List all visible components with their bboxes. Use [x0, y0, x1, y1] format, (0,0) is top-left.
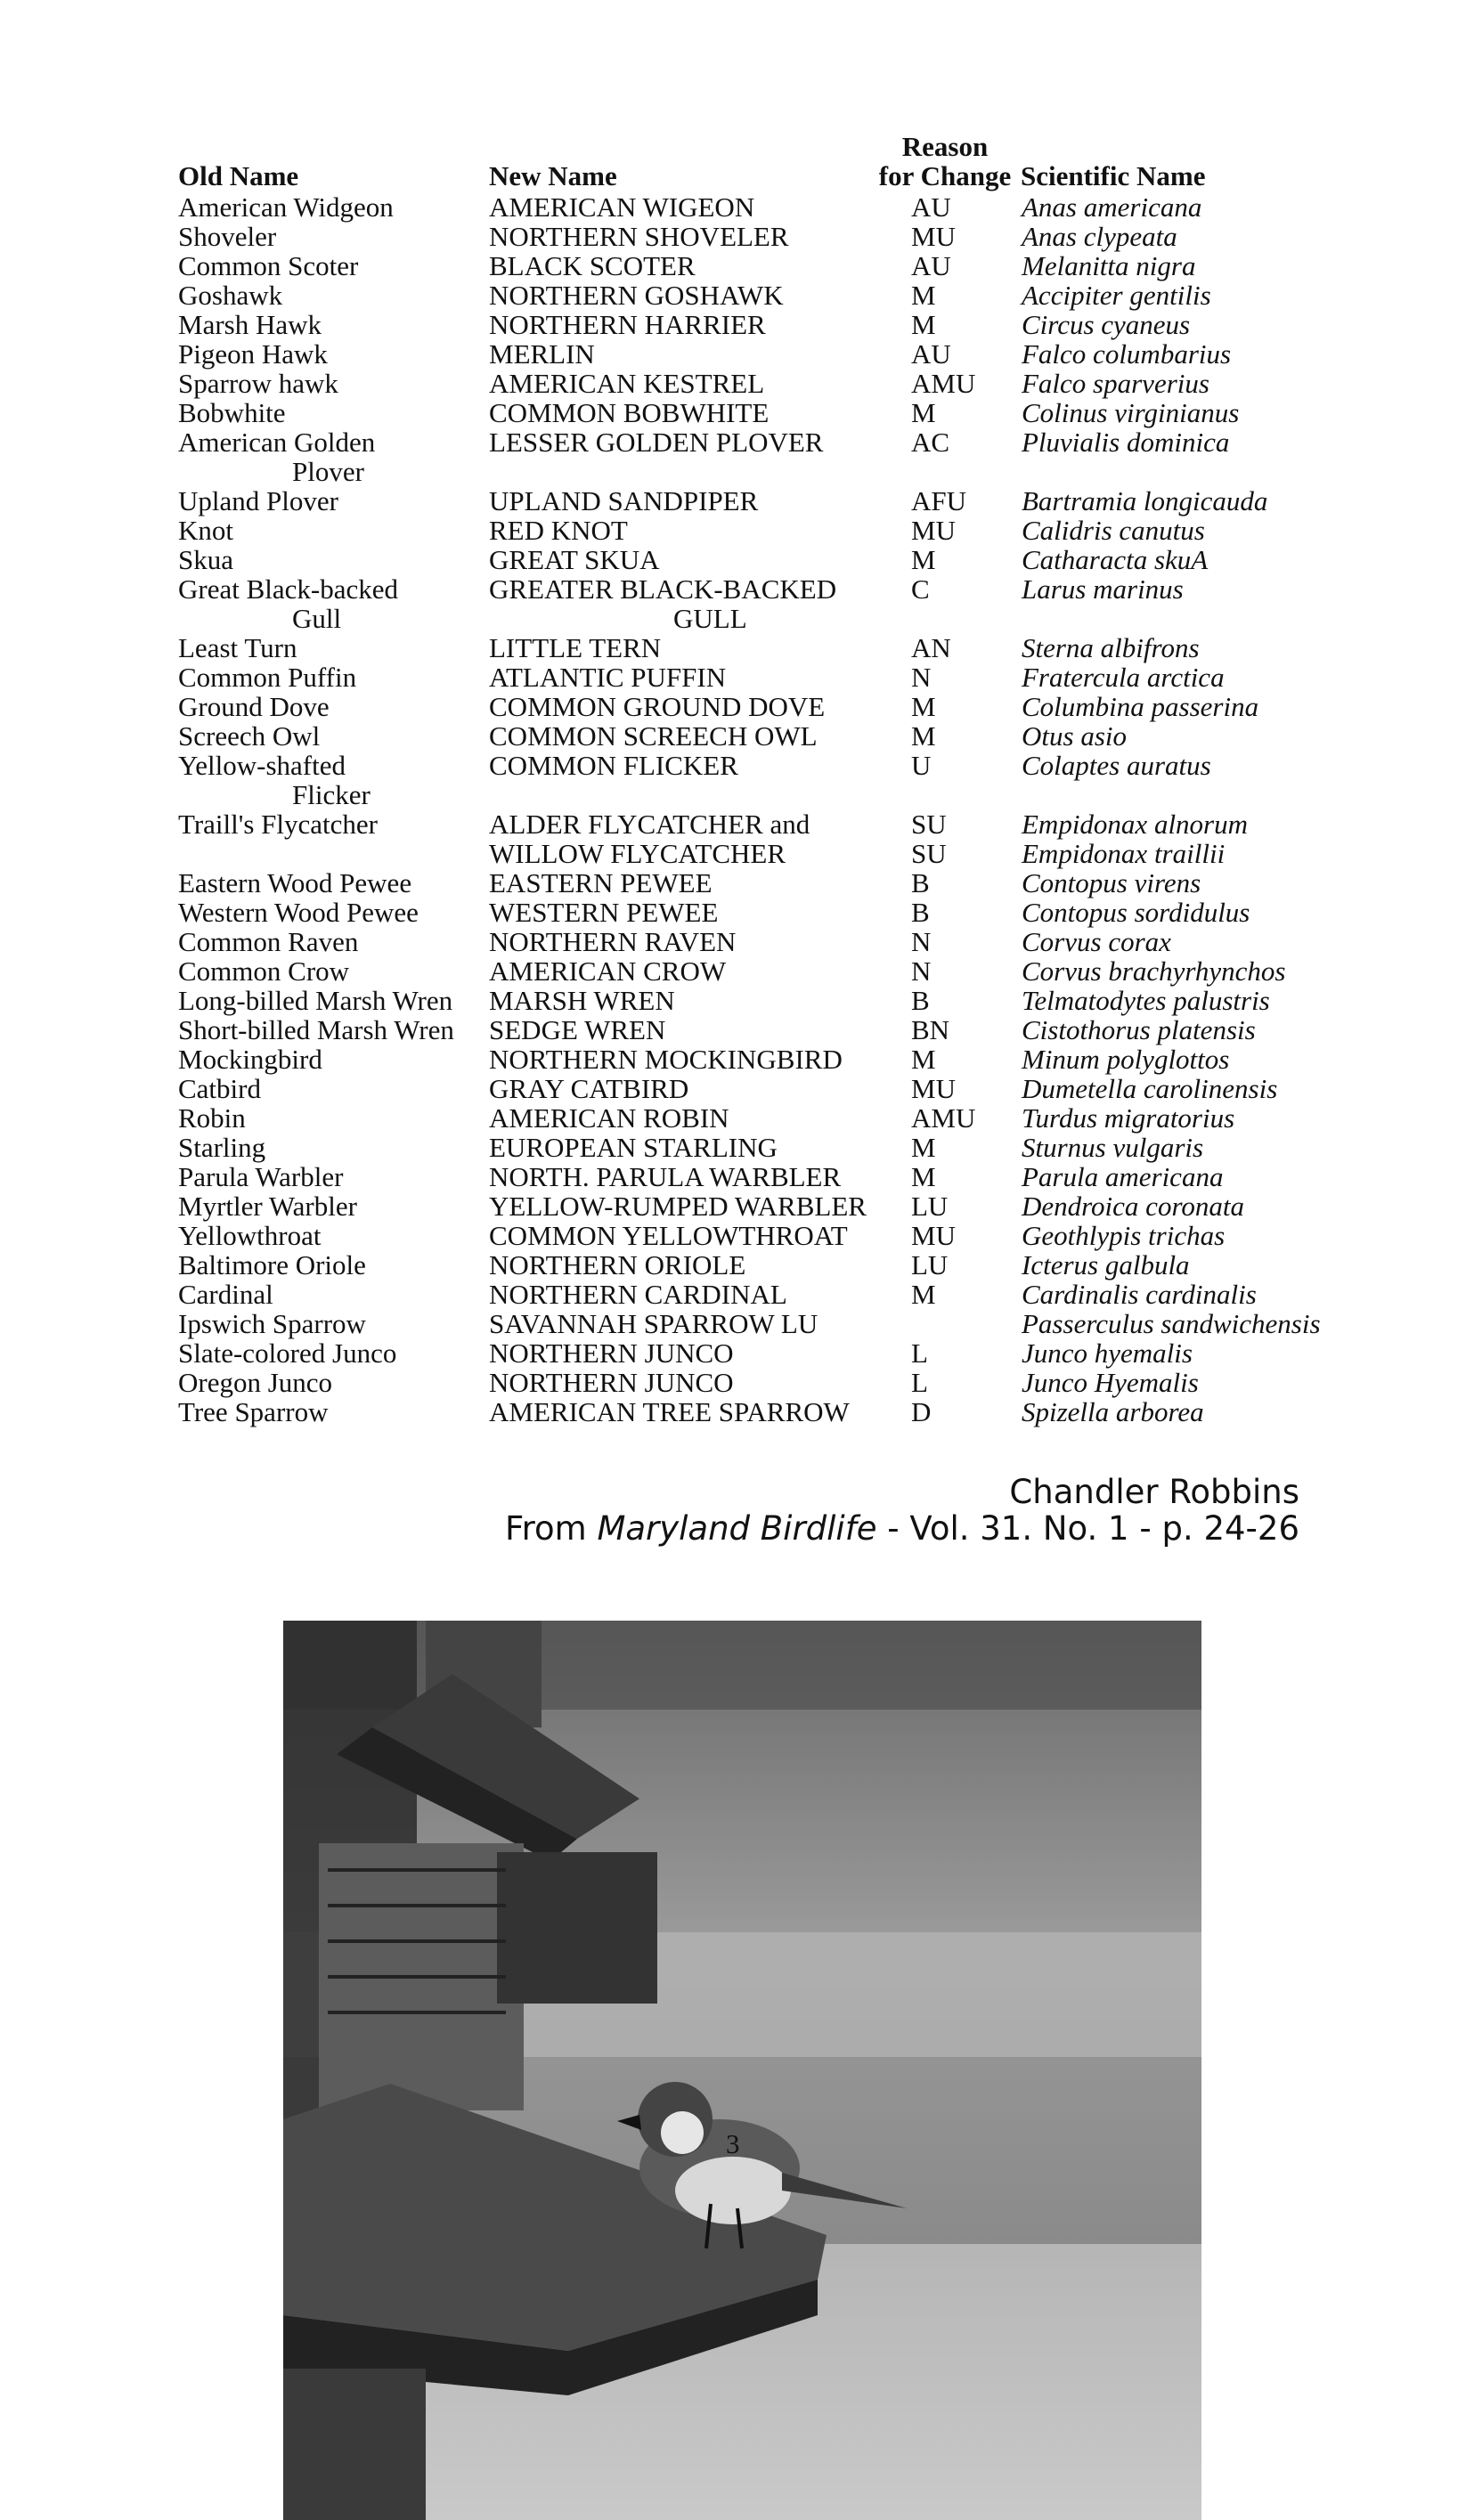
reason-cell: AU [911, 191, 951, 223]
scientific-name-cell: Contopus virens [1022, 867, 1201, 898]
scientific-name-cell: Calidris canutus [1022, 515, 1205, 546]
old-name-cell: Common Puffin [178, 662, 357, 693]
old-name-cell: Baltimore Oriole [178, 1249, 366, 1280]
table-row [178, 574, 1336, 633]
header-reason-line2: for Change [878, 160, 1012, 191]
scientific-name-cell: Telmatodytes palustris [1022, 985, 1270, 1016]
table-row [178, 898, 1336, 927]
table-row [178, 251, 1336, 280]
header-new-name: New Name [489, 160, 617, 191]
table-row [178, 486, 1336, 516]
reason-cell: AU [911, 250, 951, 281]
old-name-cell: Sparrow hawk [178, 368, 338, 399]
scientific-name-cell: Melanitta nigra [1022, 250, 1196, 281]
table-row [178, 927, 1336, 956]
table-row [178, 751, 1336, 809]
new-name-cell: GRAY CATBIRD [489, 1073, 689, 1104]
old-name-cell: Ipswich Sparrow [178, 1308, 366, 1339]
reason-cell: M [911, 1132, 936, 1163]
table-row [178, 280, 1336, 310]
scientific-name-cell: Cistothorus platensis [1022, 1014, 1256, 1045]
new-name-cell: LITTLE TERN [489, 632, 662, 663]
new-name-cell: YELLOW-RUMPED WARBLER [489, 1191, 867, 1222]
new-name-cell: NORTHERN ORIOLE [489, 1249, 746, 1280]
scientific-name-cell: Corvus corax [1022, 926, 1171, 957]
scientific-name-cell: Sturnus vulgaris [1022, 1132, 1204, 1163]
old-name-cell: Long-billed Marsh Wren [178, 985, 453, 1016]
new-name-cell: MARSH WREN [489, 985, 675, 1016]
scientific-name-cell: Accipiter gentilis [1022, 280, 1211, 311]
reason-cell: M [911, 1279, 936, 1310]
new-name-cell: GREATER BLACK-BACKED [489, 573, 837, 605]
scientific-name-cell: Geothlypis trichas [1022, 1220, 1226, 1251]
table-row [178, 1280, 1336, 1309]
scientific-name-cell: Empidonax traillii [1022, 838, 1226, 869]
table-row [178, 986, 1336, 1015]
table-row [178, 956, 1336, 986]
reason-cell: SU [911, 838, 947, 869]
old-name-cell: Goshawk [178, 280, 283, 311]
reason-cell: AFU [911, 485, 967, 516]
table-row [178, 1309, 1336, 1338]
old-name-cell: Yellowthroat [178, 1220, 322, 1251]
new-name-cell: ALDER FLYCATCHER and [489, 809, 810, 840]
old-name-cell: Skua [178, 544, 233, 575]
table-row [178, 868, 1336, 898]
new-name-cell: NORTHERN HARRIER [489, 309, 766, 340]
reason-cell: MU [911, 221, 956, 252]
old-name-cell: Robin [178, 1102, 246, 1134]
scientific-name-cell: Empidonax alnorum [1022, 809, 1249, 840]
reason-cell: M [911, 397, 936, 428]
new-name-cell: COMMON GROUND DOVE [489, 691, 826, 722]
reason-cell: U [911, 750, 932, 781]
scientific-name-cell: Junco Hyemalis [1022, 1367, 1199, 1398]
table-row [178, 1368, 1336, 1397]
scientific-name-cell: Turdus migratorius [1022, 1102, 1235, 1134]
old-name-cell: Oregon Junco [178, 1367, 333, 1398]
old-name-cell: Common Raven [178, 926, 359, 957]
reason-cell: B [911, 897, 930, 928]
scientific-name-cell: Dendroica coronata [1022, 1191, 1244, 1222]
credit-source-title: Maryland Birdlife [597, 1509, 877, 1548]
table-row [178, 1250, 1336, 1280]
credit-source-suffix: - Vol. 31. No. 1 - p. 24-26 [876, 1509, 1299, 1548]
old-name-continuation: Flicker [292, 779, 371, 810]
old-name-cell: Yellow-shafted [178, 750, 346, 781]
new-name-cell: SEDGE WREN [489, 1014, 666, 1045]
reason-cell: N [911, 662, 932, 693]
reason-cell: AC [911, 427, 950, 458]
new-name-cell: AMERICAN CROW [489, 955, 727, 987]
old-name-continuation: Gull [292, 603, 342, 634]
table-row [178, 369, 1336, 398]
scientific-name-cell: Spizella arborea [1022, 1396, 1204, 1427]
scientific-name-cell: Contopus sordidulus [1022, 897, 1250, 928]
table-row [178, 1103, 1336, 1133]
old-name-cell: Slate-colored Junco [178, 1337, 397, 1369]
table-row [178, 1133, 1336, 1162]
old-name-cell: Catbird [178, 1073, 261, 1104]
old-name-cell: Short-billed Marsh Wren [178, 1014, 454, 1045]
new-name-cell: COMMON SCREECH OWL [489, 720, 818, 752]
reason-cell: BN [911, 1014, 950, 1045]
new-name-cell: NORTHERN RAVEN [489, 926, 737, 957]
old-name-cell: Great Black-backed [178, 573, 399, 605]
old-name-cell: Western Wood Pewee [178, 897, 419, 928]
new-name-cell: AMERICAN KESTREL [489, 368, 765, 399]
reason-cell: M [911, 720, 936, 752]
credit-source-prefix: From [505, 1509, 598, 1548]
old-name-cell: Bobwhite [178, 397, 286, 428]
reason-cell: L [911, 1367, 928, 1398]
old-name-cell: Tree Sparrow [178, 1396, 329, 1427]
scientific-name-cell: Larus marinus [1022, 573, 1184, 605]
reason-cell: M [911, 280, 936, 311]
header-scientific-name: Scientific Name [1021, 160, 1206, 191]
new-name-cell: BLACK SCOTER [489, 250, 696, 281]
scientific-name-cell: Anas americana [1022, 191, 1202, 223]
table-row [178, 1221, 1336, 1250]
scientific-name-cell: Circus cyaneus [1022, 309, 1191, 340]
scientific-name-cell: Otus asio [1022, 720, 1127, 752]
new-name-cell: SAVANNAH SPARROW LU [489, 1308, 818, 1339]
reason-cell: M [911, 309, 936, 340]
old-name-cell: Pigeon Hawk [178, 338, 328, 370]
credit-source [505, 1511, 1299, 1547]
scientific-name-cell: Parula americana [1022, 1161, 1224, 1192]
new-name-cell: NORTHERN GOSHAWK [489, 280, 784, 311]
reason-cell: MU [911, 1220, 956, 1251]
reason-cell: C [911, 573, 930, 605]
reason-cell: B [911, 985, 930, 1016]
new-name-cell: RED KNOT [489, 515, 628, 546]
table-row [178, 192, 1336, 222]
reason-cell: N [911, 926, 932, 957]
new-name-cell: NORTHERN MOCKINGBIRD [489, 1044, 843, 1075]
reason-cell: M [911, 544, 936, 575]
old-name-cell: American Widgeon [178, 191, 394, 223]
table-row [178, 398, 1336, 427]
table-row [178, 663, 1336, 692]
table-row [178, 839, 1336, 868]
reason-cell: AU [911, 338, 951, 370]
new-name-cell: AMERICAN WIGEON [489, 191, 755, 223]
new-name-cell: NORTHERN JUNCO [489, 1337, 734, 1369]
old-name-cell: Myrtler Warbler [178, 1191, 357, 1222]
reason-cell: M [911, 1161, 936, 1192]
new-name-cell: UPLAND SANDPIPER [489, 485, 759, 516]
scientific-name-cell: Falco sparverius [1022, 368, 1209, 399]
scientific-name-cell: Bartramia longicauda [1022, 485, 1268, 516]
page-number: 3 [726, 2128, 740, 2159]
old-name-cell: Upland Plover [178, 485, 338, 516]
table-row [178, 310, 1336, 339]
table-row [178, 545, 1336, 574]
reason-cell: SU [911, 809, 947, 840]
scientific-name-cell: Icterus galbula [1022, 1249, 1190, 1280]
old-name-cell: Marsh Hawk [178, 309, 322, 340]
new-name-cell: NORTHERN SHOVELER [489, 221, 789, 252]
scientific-name-cell: Corvus brachyrhynchos [1022, 955, 1286, 987]
reason-cell: AN [911, 632, 951, 663]
old-name-cell: Screech Owl [178, 720, 321, 752]
header-old-name: Old Name [178, 160, 299, 191]
scientific-name-cell: Anas clypeata [1022, 221, 1177, 252]
scientific-name-cell: Dumetella carolinensis [1022, 1073, 1278, 1104]
new-name-cell: EUROPEAN STARLING [489, 1132, 778, 1163]
new-name-cell: LESSER GOLDEN PLOVER [489, 427, 824, 458]
old-name-continuation: Plover [292, 456, 364, 487]
scientific-name-cell: Columbina passerina [1022, 691, 1259, 722]
reason-cell: LU [911, 1249, 949, 1280]
table-row [178, 1397, 1336, 1427]
old-name-cell: American Golden [178, 427, 376, 458]
table-row [178, 339, 1336, 369]
reason-cell: MU [911, 515, 956, 546]
scientific-name-cell: Minum polyglottos [1022, 1044, 1230, 1075]
scientific-name-cell: Colinus virginianus [1022, 397, 1240, 428]
old-name-cell: Traill's Flycatcher [178, 809, 378, 840]
old-name-cell: Starling [178, 1132, 266, 1163]
old-name-cell: Knot [178, 515, 233, 546]
table-row [178, 1162, 1336, 1191]
old-name-cell: Parula Warbler [178, 1161, 344, 1192]
reason-cell: N [911, 955, 932, 987]
new-name-cell: AMERICAN TREE SPARROW [489, 1396, 850, 1427]
blue-jay-feeder-photo [283, 1621, 1201, 2520]
scientific-name-cell: Sterna albifrons [1022, 632, 1200, 663]
table-row [178, 427, 1336, 486]
table-row [178, 1015, 1336, 1045]
reason-cell: B [911, 867, 930, 898]
table-row [178, 633, 1336, 663]
old-name-cell: Cardinal [178, 1279, 273, 1310]
scientific-name-cell: Fratercula arctica [1022, 662, 1225, 693]
new-name-cell: NORTHERN JUNCO [489, 1367, 734, 1398]
table-row [178, 1191, 1336, 1221]
old-name-cell: Common Scoter [178, 250, 359, 281]
reason-cell: MU [911, 1073, 956, 1104]
reason-cell: D [911, 1396, 932, 1427]
old-name-cell: Least Turn [178, 632, 297, 663]
new-name-cell: ATLANTIC PUFFIN [489, 662, 727, 693]
reason-cell: L [911, 1337, 928, 1369]
new-name-cell: NORTH. PARULA WARBLER [489, 1161, 842, 1192]
new-name-cell: MERLIN [489, 338, 595, 370]
new-name-cell: COMMON BOBWHITE [489, 397, 770, 428]
table-row [178, 516, 1336, 545]
table-row [178, 721, 1336, 751]
scientific-name-cell: Falco columbarius [1022, 338, 1232, 370]
new-name-cell: NORTHERN CARDINAL [489, 1279, 787, 1310]
table-row [178, 222, 1336, 251]
new-name-cell: EASTERN PEWEE [489, 867, 713, 898]
scientific-name-cell: Passerculus sandwichensis [1022, 1308, 1321, 1339]
new-name-cell: AMERICAN ROBIN [489, 1102, 729, 1134]
new-name-cell: COMMON FLICKER [489, 750, 738, 781]
old-name-cell: Shoveler [178, 221, 277, 252]
scientific-name-cell: Pluvialis dominica [1022, 427, 1230, 458]
scientific-name-cell: Catharacta skuA [1022, 544, 1209, 575]
reason-cell: AMU [911, 368, 976, 399]
table-row [178, 1338, 1336, 1368]
old-name-cell: Ground Dove [178, 691, 330, 722]
new-name-cell: COMMON YELLOWTHROAT [489, 1220, 848, 1251]
new-name-continuation: GULL [673, 603, 747, 634]
credit-author: Chandler Robbins [1009, 1473, 1299, 1511]
reason-cell: LU [911, 1191, 949, 1222]
new-name-cell: WILLOW FLYCATCHER [489, 838, 786, 869]
name-change-table [178, 192, 1336, 1427]
header-reason [870, 132, 1020, 191]
old-name-cell: Eastern Wood Pewee [178, 867, 412, 898]
scientific-name-cell: Colaptes auratus [1022, 750, 1211, 781]
reason-cell: M [911, 691, 936, 722]
table-row [178, 809, 1336, 839]
table-row [178, 692, 1336, 721]
table-row [178, 1074, 1336, 1103]
header-reason-line1: Reason [901, 131, 989, 162]
new-name-cell: WESTERN PEWEE [489, 897, 719, 928]
scientific-name-cell: Cardinalis cardinalis [1022, 1279, 1257, 1310]
old-name-cell: Mockingbird [178, 1044, 322, 1075]
table-row [178, 1045, 1336, 1074]
reason-cell: M [911, 1044, 936, 1075]
reason-cell: AMU [911, 1102, 976, 1134]
old-name-cell: Common Crow [178, 955, 350, 987]
new-name-cell: GREAT SKUA [489, 544, 660, 575]
scientific-name-cell: Junco hyemalis [1022, 1337, 1193, 1369]
